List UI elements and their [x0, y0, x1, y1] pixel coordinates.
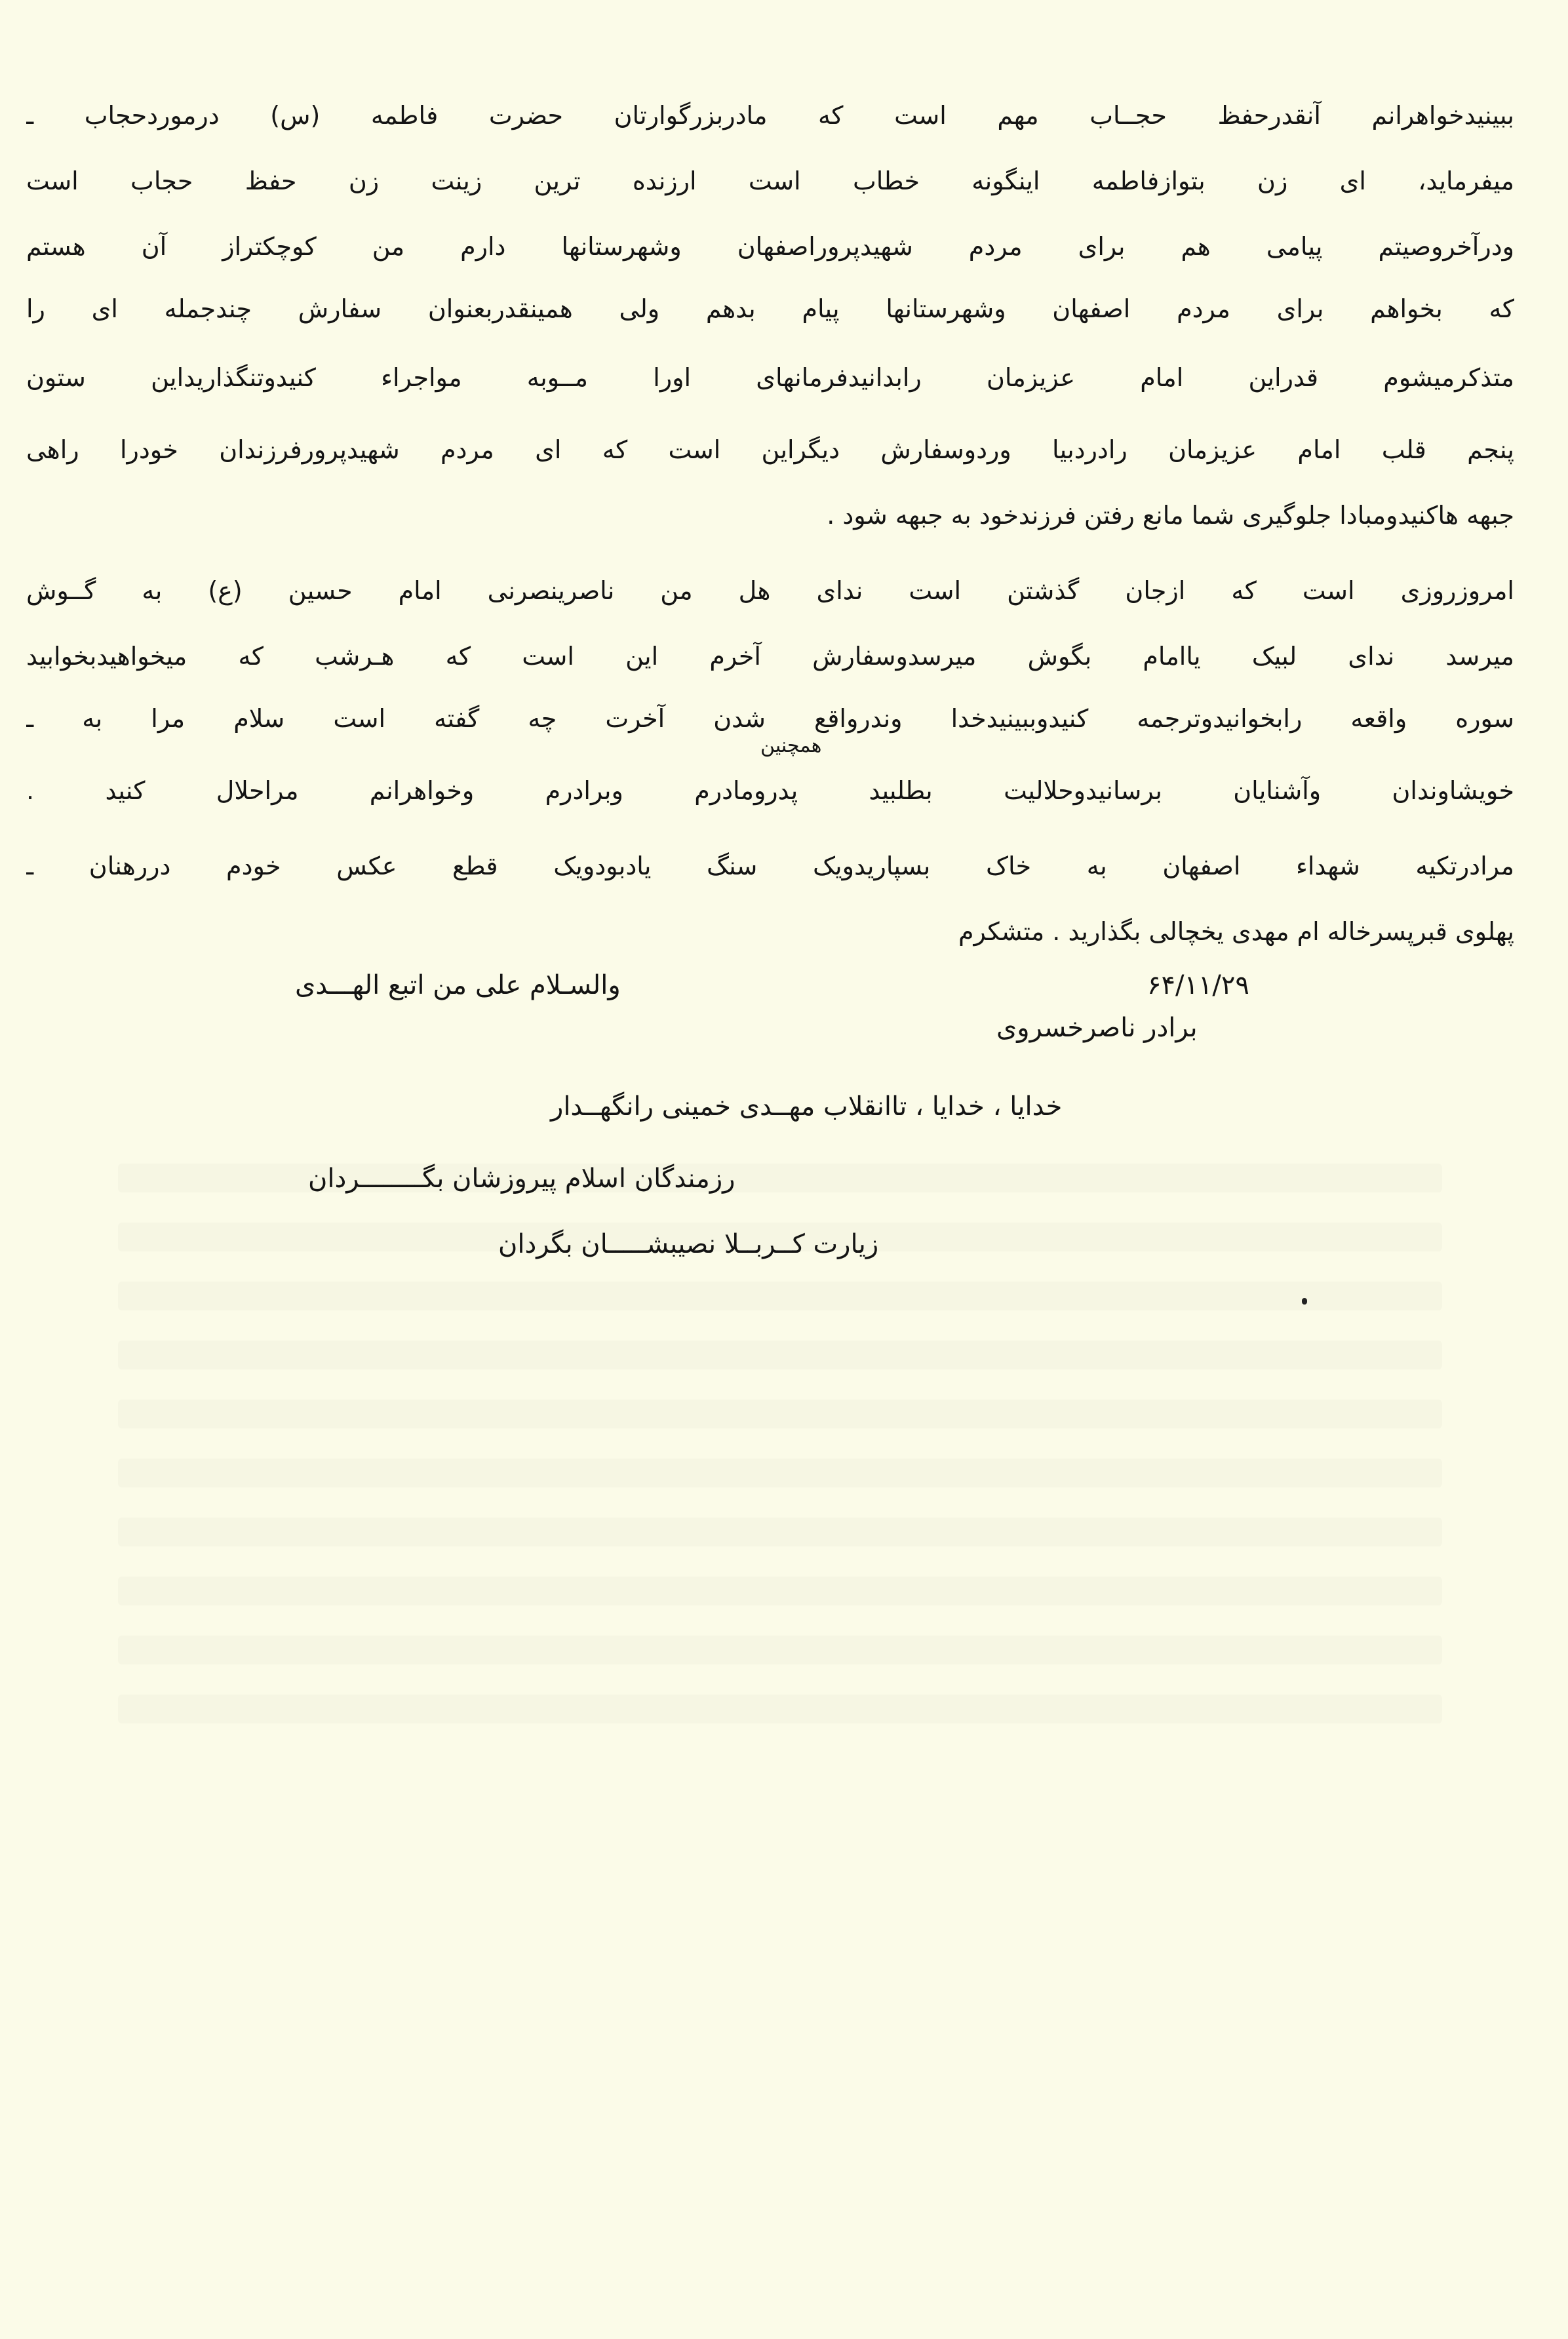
letter-line: خویشاوندان وآشنایان برسانیدوحلالیت بطلبید پدرومادرم وبرادرم وخواهرانم مراحلال کنید . [26, 776, 1514, 805]
letter-date: ۶۴/۱۱/۲۹ [1147, 970, 1249, 1000]
letter-line: که بخواهم برای مردم اصفهان وشهرستانها پیام بدهم ولی همینقدربعنوان سفارش چندجمله ای را [26, 294, 1514, 323]
interlinear-insertion: همچنین [760, 734, 822, 757]
letter-line: مرادرتکیه شهداء اصفهان به خاک بسپاریدویک سنگ یادبودویک قطع عکس خودم دررهنان ـ [26, 852, 1514, 880]
ink-speck [1302, 1298, 1307, 1305]
letter-line: ودرآخروصیتم پیامی هم برای مردم شهیدپروراصفهان وشهرستانها دارم من کوچکتراز آن هستم [26, 232, 1514, 261]
faint-bleed-through-line [118, 1282, 1442, 1310]
faint-bleed-through-line [118, 1695, 1442, 1723]
faint-bleed-through-line [118, 1459, 1442, 1487]
letter-line: پنجم قلب امام عزیزمان رادردبیا وردوسفارش دیگراین است که ای مردم شهیدپرورفرزندان خودرا راهی [26, 435, 1514, 464]
signature-name: برادر ناصرخسروی [996, 1013, 1198, 1043]
faint-bleed-through-line [118, 1518, 1442, 1546]
letter-line: میرسد ندای لبیک یاامام بگوش میرسدوسفارش آخرم این است که هـرشب که میخواهیدبخوابید [26, 642, 1514, 671]
letter-line: پهلوی قبرپسرخاله ام مهدی یخچالی بگذارید . متشکرم [958, 917, 1514, 946]
slogan-line: خدایا ، خدایا ، تاانقلاب مهــدی خمینی رانگهــدار [551, 1091, 1063, 1122]
slogan-line: زیارت کــربــلا نصیبشـــــان بگردان [498, 1229, 879, 1259]
closing-salutation: والسـلام علی من اتبع الهـــدی [295, 970, 621, 1000]
letter-line: امروزروزی است که ازجان گذشتن است ندای هل من ناصرینصرنی امام حسین (ع) به گــوش [26, 576, 1514, 605]
faint-bleed-through-line [118, 1400, 1442, 1428]
letter-line: جبهه هاکنیدومبادا جلوگیری شما مانع رفتن فرزندخود به جبهه شود . [827, 501, 1514, 530]
faint-bleed-through-line [118, 1577, 1442, 1605]
letter-line: سوره واقعه رابخوانیدوترجمه کنیدوببینیدخدا وندرواقع شدن آخرت چه گفته است سلام مرا به ـ [26, 704, 1514, 733]
letter-line: میفرماید، ای زن بتوازفاطمه اینگونه خطاب است ارزنده ترین زینت زن حفظ حجاب است [26, 167, 1514, 195]
faint-bleed-through-line [118, 1341, 1442, 1369]
letter-line: ببینیدخواهرانم آنقدرحفظ حجــاب مهم است که مادربزرگوارتان حضرت فاطمه (س) درموردحجاب ـ [26, 101, 1514, 130]
faint-bleed-through-line [118, 1636, 1442, 1664]
letter-line: متذکرمیشوم قدراین امام عزیزمان رابدانیدفرمانهای اورا مــوبه مواجراء کنیدوتنگذاریداین ستون [26, 363, 1514, 392]
slogan-line: رزمندگان اسلام پیروزشان بگــــــــردان [308, 1164, 735, 1194]
